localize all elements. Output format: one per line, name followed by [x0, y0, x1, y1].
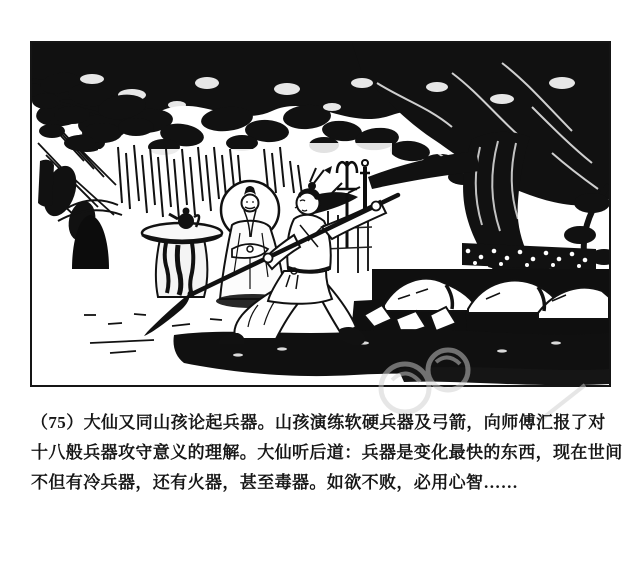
illustration — [32, 43, 609, 385]
caption-text — [31, 408, 623, 498]
sword — [360, 160, 370, 211]
illustration-frame — [30, 41, 611, 387]
caption-line-2: 十八般兵器攻守意义的理解。大仙听后道：兵器是变化最快的东西，现在世间 — [31, 443, 623, 462]
caption-line-1: （75）大仙又同山孩论起兵器。山孩演练软硬兵器及弓箭，向师傅汇报了对 — [31, 413, 606, 432]
tree-canopy — [32, 43, 609, 205]
caption-line-3: 不但有冷兵器，还有火器，甚至毒器。如欲不败，必用心智…… — [31, 473, 519, 492]
